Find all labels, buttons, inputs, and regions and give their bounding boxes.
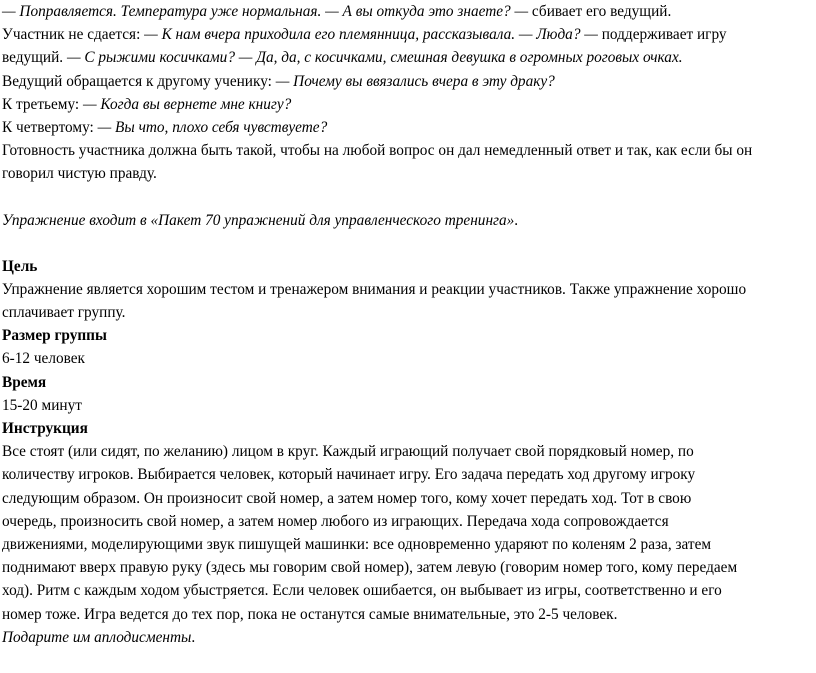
dialogue-narration: К третьему: [2,95,83,113]
dialogue-quote: — К нам вчера приходила его племянница, рассказывала. — Люда? — [144,26,598,44]
dialogue-line-5 [2,93,816,116]
dialogue-line-6 [2,116,816,139]
dialogue-narration: сбивает его ведущий. [528,3,672,20]
instruction-line-4: очередь, произносить свой номер, а затем номер любого из играющих. Передача хода сопровождается [2,512,669,530]
instruction-closing [2,626,816,649]
spacer [2,232,816,255]
source-note-text: Упражнение входит в «Пакет 70 упражнений для управленческого тренинга» [2,211,515,229]
instruction-line-8: номер тоже. Игра ведется до тех пор, пока не останутся самые внимательные, это 2-5 человек. [2,605,618,623]
instruction-line-3: следующим образом. Он произносит свой номер, а затем номер того, кому хочет передать ход. Тот в свою [2,489,692,507]
readiness-line-2: говорил чистую правду. [2,165,157,183]
instruction-heading: Инструкция [2,420,88,437]
dialogue-quote: — Почему вы ввязались вчера в эту драку? [275,72,555,90]
instruction-closing-text: Подарите им аплодисменты [2,628,192,646]
source-note-end: . [514,211,519,229]
dialogue-quote: — С рыжими косичками? — Да, да, с косичками, смешная девушка в огромных роговых очках. [66,49,683,67]
group-size-value: 6-12 человек [2,350,85,368]
dialogue-line-4 [2,70,816,93]
dialogue-narration: К четвертому: [2,118,98,136]
dialogue-narration: поддерживает игру [597,26,727,44]
spacer [2,186,816,209]
dialogue-line-2 [2,23,816,46]
dialogue-line-1 [2,0,816,23]
dialogue-quote: — Вы что, плохо себя чувствуете? [97,118,328,136]
dialogue-quote: — Когда вы вернете мне книгу? [83,95,292,113]
instruction-line-1: Все стоят (или сидят, по желанию) лицом в круг. Каждый играющий получает свой порядковый номер, по [2,443,694,461]
instruction-line-7: ход). Ритм с каждым ходом убыстряется. Если человек ошибается, он выбывает из игры, соответственно и его [2,582,722,600]
dialogue-line-3 [2,46,816,69]
instruction-closing-end: . [191,628,196,646]
source-note [2,209,816,232]
dialogue-narration: Ведущий обращается к другому ученику: [2,72,276,90]
dialogue-narration: ведущий. [2,49,67,67]
instruction-line-2: количеству игроков. Выбирается человек, который начинает игру. Его задача передать ход другому игроку [2,466,696,484]
goal-text-line-1: Упражнение является хорошим тестом и тренажером внимания и реакции участников. Также упражнение хорошо [2,280,747,298]
document-page [2,0,816,649]
time-heading: Время [2,373,47,391]
instruction-line-6: поднимают вверх правую руку (здесь мы говорим свой номер), затем левую (говорим номер того, кому передаем [2,559,738,577]
goal-text-line-2: сплачивает группу. [2,304,126,322]
readiness-line-1: Готовность участника должна быть такой, чтобы на любой вопрос он дал немедленный ответ и так, как если бы он [2,142,753,160]
group-size-heading: Размер группы [2,327,107,345]
dialogue-quote: — Поправляется. Температура уже нормальная. — А вы откуда это знаете? — [2,3,529,20]
goal-heading: Цель [2,257,38,275]
time-value: 15-20 минут [2,396,82,414]
instruction-line-5: движениями, моделирующими звук пишущей машинки: все одновременно ударяют по коленям 2 раза, затем [2,535,712,553]
dialogue-narration: Участник не сдается: [2,26,145,44]
